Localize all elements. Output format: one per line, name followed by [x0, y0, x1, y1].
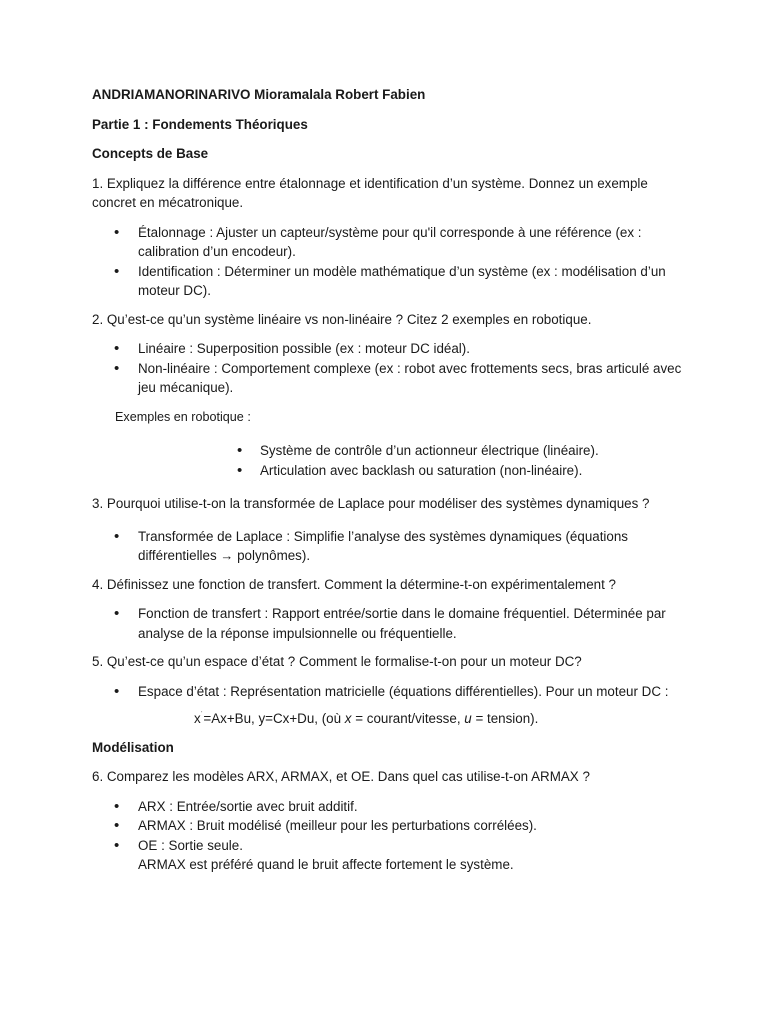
- document-page: [92, 85, 692, 884]
- question-4: 4. Définissez une fonction de transfert. Comment la détermine-t-on expérimentalement ?: [92, 576, 616, 592]
- question-1: 1. Expliquez la différence entre étalonnage et identification d’un système. Donnez un exemple concret en mécatronique.: [92, 175, 648, 210]
- question-6-list: [92, 797, 692, 875]
- list-item: • Système de contrôle d’un actionneur électrique (linéaire).: [92, 441, 692, 461]
- section-heading-modelisation: Modélisation: [92, 739, 174, 755]
- arrow-right-icon: →: [220, 548, 234, 563]
- list-item: • Linéaire : Superposition possible (ex : moteur DC idéal).: [92, 339, 692, 359]
- state-space-formula: x˙=Ax+Bu, y=Cx+Du, (où x = courant/vitesse, u = tension).: [194, 710, 539, 726]
- list-item: • Transformée de Laplace : Simplifie l’analyse des systèmes dynamiques (équations différentielles → polynômes).: [92, 527, 692, 566]
- question-3-list: [92, 527, 692, 566]
- list-item: • ARMAX : Bruit modélisé (meilleur pour les perturbations corrélées).: [92, 816, 692, 836]
- question-4-list: [92, 604, 692, 643]
- question-3: 3. Pourquoi utilise-t-on la transformée de Laplace pour modéliser des systèmes dynamiques ?: [92, 496, 650, 511]
- examples-label: Exemples en robotique :: [115, 409, 251, 424]
- list-item: • OE : Sortie seule. ARMAX est préféré quand le bruit affecte fortement le système.: [92, 836, 692, 875]
- list-item: • Espace d’état : Représentation matricielle (équations différentielles). Pour un moteur DC :: [92, 682, 692, 702]
- question-1-list: [92, 223, 692, 301]
- list-item: • ARX : Entrée/sortie avec bruit additif.: [92, 797, 692, 817]
- question-2: 2. Qu’est-ce qu’un système linéaire vs non-linéaire ? Citez 2 exemples en robotique.: [92, 311, 592, 327]
- list-item: • Fonction de transfert : Rapport entrée/sortie dans le domaine fréquentiel. Déterminée par analyse de la réponse impulsionnelle ou fréquentielle.: [92, 604, 692, 643]
- examples-list: [92, 441, 692, 480]
- list-item: • Identification : Déterminer un modèle mathématique d’un système (ex : modélisation d’un moteur DC).: [92, 262, 692, 301]
- armax-note: ARMAX est préféré quand le bruit affecte fortement le système.: [138, 857, 514, 872]
- question-2-list: [92, 339, 692, 398]
- question-6: 6. Comparez les modèles ARX, ARMAX, et OE. Dans quel cas utilise-t-on ARMAX ?: [92, 769, 590, 784]
- question-5: 5. Qu’est-ce qu’un espace d’état ? Comment le formalise-t-on pour un moteur DC?: [92, 654, 582, 669]
- question-5-list: [92, 682, 692, 702]
- list-item: • Articulation avec backlash ou saturation (non-linéaire).: [92, 461, 692, 481]
- list-item: • Étalonnage : Ajuster un capteur/système pour qu'il corresponde à une référence (ex : calibration d’un encodeur).: [92, 223, 692, 262]
- list-item: • Non-linéaire : Comportement complexe (ex : robot avec frottements secs, bras articulé avec jeu mécanique).: [92, 359, 692, 398]
- section-heading-concepts: Concepts de Base: [92, 146, 209, 161]
- part-title: Partie 1 : Fondements Théoriques: [92, 116, 308, 132]
- author-name: ANDRIAMANORINARIVO Mioramalala Robert Fabien: [92, 87, 426, 102]
